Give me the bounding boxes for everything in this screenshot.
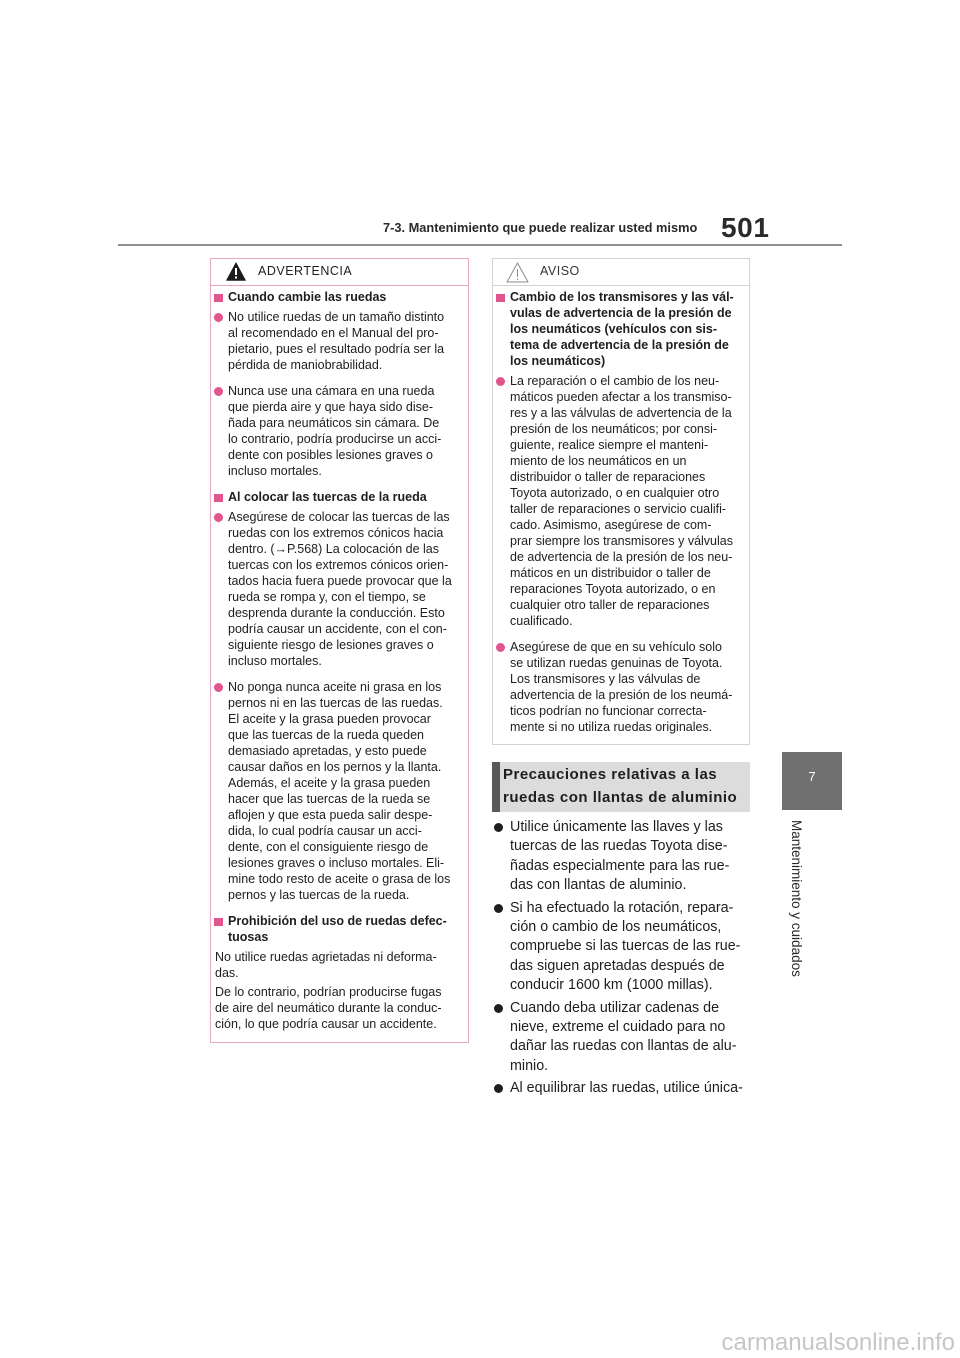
round-bullet-icon bbox=[214, 683, 223, 692]
warning-bullet bbox=[215, 383, 464, 479]
square-bullet-icon bbox=[214, 918, 223, 927]
square-bullet-icon bbox=[496, 294, 505, 303]
chapter-tab bbox=[782, 752, 842, 810]
warning-paragraph bbox=[215, 984, 464, 1032]
notice-box-body bbox=[493, 286, 749, 735]
warning-bullet-text: Nunca use una cámara en una rueda que pierda aire y que haya sido dise- ñada para neumáticos sin cámara. De lo contrario, podría producirse un acci- dente con posibles lesiones graves o incluso mortales. bbox=[228, 384, 442, 478]
header-rule bbox=[118, 244, 842, 246]
warning-bullet bbox=[215, 509, 464, 669]
square-bullet-icon bbox=[214, 494, 223, 503]
watermark: carmanualsonline.info bbox=[721, 1329, 955, 1356]
warning-box-header bbox=[211, 259, 468, 286]
list-item bbox=[492, 818, 750, 896]
warning-subheading bbox=[215, 489, 464, 505]
list-item-text: Utilice únicamente las llaves y las tuercas de las ruedas Toyota dise- ñadas especialmente para las rue- das con llantas de aluminio. bbox=[510, 819, 730, 894]
warning-bullet-text: No utilice ruedas de un tamaño distinto al recomendado en el Manual del pro- pietario, pues el resultado podría ser la pérdida de maniobrabilidad. bbox=[228, 310, 445, 372]
section-heading-bar bbox=[492, 762, 500, 812]
warning-box-body bbox=[211, 286, 468, 1032]
black-bullet-icon bbox=[494, 823, 503, 832]
notice-box bbox=[492, 258, 750, 745]
warning-subheading-text: Al colocar las tuercas de la rueda bbox=[228, 490, 427, 504]
round-bullet-icon bbox=[214, 513, 223, 522]
notice-bullet bbox=[497, 373, 745, 629]
notice-bullet-text: La reparación o el cambio de los neu- máticos pueden afectar a los transmiso- res y a las válvulas de advertencia de la presión de los neumáticos; por consi- guiente, realice siempre el manteni- miento de los neumáticos en un distribuidor o taller de reparaciones Toyota autorizado, o en cualquier otro taller de reparaciones o servicio cualifi- cado. Asimismo, asegúrese de com- prar siempre los transmisores y válvulas de advertencia de la presión de los neu- máticos en un distribuidor o taller de reparaciones Toyota autorizado, o en cualquier otro taller de reparaciones cualificado. bbox=[510, 374, 733, 628]
notice-bullet-text: Asegúrese de que en su vehículo solo se utilizan ruedas genuinas de Toyota. Los transmisores y las válvulas de advertencia de la presión de los neumá- ticos podrían no funcionar correcta- mente si no utiliza ruedas originales. bbox=[510, 640, 733, 734]
warning-subheading-text: Prohibición del uso de ruedas defec- tuosas bbox=[228, 914, 447, 944]
warning-subheading bbox=[215, 913, 464, 945]
list-item bbox=[492, 999, 750, 1077]
list-item-text: Cuando deba utilizar cadenas de nieve, extreme el cuidado para no dañar las ruedas con llantas de alu- minio. bbox=[510, 999, 737, 1074]
black-bullet-icon bbox=[494, 904, 503, 913]
running-header-title: 7-3. Mantenimiento que puede realizar usted mismo bbox=[383, 220, 698, 235]
chapter-number: 7 bbox=[808, 769, 816, 784]
list-item bbox=[492, 899, 750, 996]
notice-subheading bbox=[497, 289, 745, 369]
warning-paragraph-text: No utilice ruedas agrietadas ni deforma- das. bbox=[215, 950, 437, 980]
list-item bbox=[492, 1079, 750, 1098]
section-bullet-list bbox=[492, 818, 750, 1102]
warning-bullet bbox=[215, 309, 464, 373]
round-bullet-icon bbox=[214, 387, 223, 396]
warning-box bbox=[210, 258, 469, 1043]
section-heading bbox=[492, 762, 750, 812]
notice-subheading-text: Cambio de los transmisores y las vál- vulas de advertencia de la presión de los neumáticos (vehículos con sis- tema de advertencia de la presión de los neumáticos) bbox=[510, 290, 734, 368]
round-bullet-icon bbox=[214, 313, 223, 322]
page-number: 501 bbox=[721, 212, 770, 243]
warning-paragraph-text: De lo contrario, podrían producirse fugas de aire del neumático durante la conduc- ción, lo que podría causar un accidente. bbox=[215, 985, 442, 1031]
section-heading-text: Precauciones relativas a las ruedas con llantas de aluminio bbox=[503, 766, 738, 806]
list-item-text: Al equilibrar las ruedas, utilice única- bbox=[510, 1080, 743, 1097]
notice-box-header bbox=[493, 259, 749, 286]
warning-box-title: ADVERTENCIA bbox=[258, 264, 353, 278]
notice-triangle-icon bbox=[506, 262, 529, 283]
notice-box-title: AVISO bbox=[540, 264, 580, 278]
notice-bullet bbox=[497, 639, 745, 735]
warning-bullet bbox=[215, 679, 464, 903]
black-bullet-icon bbox=[494, 1084, 503, 1093]
list-item-text: Si ha efectuado la rotación, repara- ción o cambio de los neumáticos, compruebe si las tuercas de las rue- das siguen apretadas después de conducir 1600 km (1000 millas). bbox=[510, 899, 741, 994]
warning-bullet-text: Asegúrese de colocar las tuercas de las ruedas con los extremos cónicos hacia dentro. (→P.568) La colocación de las tuercas con los extremos cónicos orien- tados hacia fuera puede provocar que la rueda se rompa y, con el tiempo, se desprenda durante la conducción. Esto podría causar un accidente, con el con- siguiente riesgo de lesiones graves o incluso mortales. bbox=[228, 510, 452, 668]
round-bullet-icon bbox=[496, 643, 505, 652]
round-bullet-icon bbox=[496, 377, 505, 386]
black-bullet-icon bbox=[494, 1004, 503, 1013]
chapter-title-vertical: Mantenimiento y cuidados bbox=[789, 820, 804, 977]
warning-triangle-icon bbox=[226, 262, 246, 281]
warning-subheading-text: Cuando cambie las ruedas bbox=[228, 290, 387, 304]
warning-bullet-text: No ponga nunca aceite ni grasa en los pernos ni en las tuercas de las ruedas. El aceite y la grasa pueden provocar que las tuercas de la rueda queden demasiado apretadas, y esto puede causar daños en los pernos y la llanta. Además, el aceite y la grasa pueden hacer que las tuercas de la rueda se aflojen y que esta pueda salir despe- dida, lo cual podría causar un acci- dente, con el consiguiente riesgo de lesiones graves o incluso mortales. Eli- mine todo resto de aceite o grasa de los pernos y las tuercas de la rueda. bbox=[228, 680, 451, 902]
square-bullet-icon bbox=[214, 294, 223, 303]
warning-paragraph bbox=[215, 949, 464, 981]
warning-subheading bbox=[215, 289, 464, 305]
